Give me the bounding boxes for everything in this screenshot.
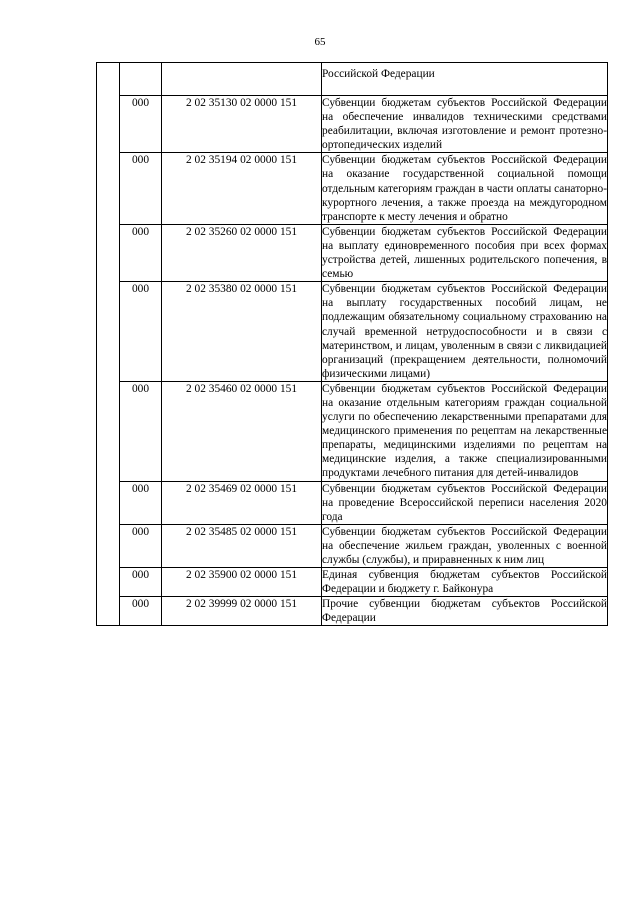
revenue-name-cell: Субвенции бюджетам субъектов Российской Федерации на проведение Всероссийской переписи населения 2020 года [322, 482, 607, 523]
revenue-code-cell: 2 02 35130 02 0000 151 [162, 96, 322, 153]
admin-code-cell: 000 [120, 96, 162, 153]
revenue-name-cell: Российской Федерации [322, 63, 608, 96]
table-row [97, 524, 608, 567]
table-row [97, 381, 608, 481]
table-row [97, 282, 608, 382]
revenue-code-cell [162, 63, 322, 96]
revenue-code-cell: 2 02 35900 02 0000 151 [162, 568, 322, 597]
table-row [97, 597, 608, 626]
table-row-continued [97, 63, 608, 96]
revenue-code-cell: 2 02 35460 02 0000 151 [162, 381, 322, 481]
page-number: 65 [314, 36, 326, 48]
revenue-name-cell: Субвенции бюджетам субъектов Российской Федерации на обеспечение жильем граждан, уволенных с военной службы (службы), и приравненных к ним лиц [322, 525, 607, 566]
table-row [97, 96, 608, 153]
revenue-code-cell: 2 02 35485 02 0000 151 [162, 524, 322, 567]
admin-code-cell: 000 [120, 282, 162, 382]
admin-code-cell [120, 63, 162, 96]
admin-code-cell: 000 [120, 524, 162, 567]
revenue-code-cell: 2 02 35194 02 0000 151 [162, 153, 322, 224]
table-row [97, 481, 608, 524]
revenue-name-cell: Субвенции бюджетам субъектов Российской Федерации на выплату государственных пособий лицам, не подлежащим обязательному социальному страхованию на случай временной нетрудоспособности и в связи с материнством, и лицам, уволенным в связи с ликвидацией организаций (прекращением деятельности, полномочий физическими лицами) [322, 283, 607, 380]
table-row [97, 568, 608, 597]
revenue-name-cell: Субвенции бюджетам субъектов Российской Федерации на выплату единовременного пособия при всех формах устройства детей, лишенных родительского попечения, в семью [322, 225, 607, 281]
revenue-name-cell: Субвенции бюджетам субъектов Российской Федерации на обеспечение инвалидов техническими средствами реабилитации, включая изготовление и ремонт протезно-ортопедических изделий [322, 97, 607, 152]
table-row [97, 153, 608, 224]
revenue-name-cell: Субвенции бюджетам субъектов Российской Федерации на оказание государственной социальной помощи отдельным категориям граждан в части оплаты санаторно-курортного лечения, а также проезда на междугородном транспорте к месту лечения и обратно [322, 154, 607, 223]
revenue-code-cell: 2 02 35380 02 0000 151 [162, 282, 322, 382]
revenue-name-cell: Субвенции бюджетам субъектов Российской Федерации на оказание отдельным категориям граждан социальной услуги по обеспечению лекарственными препаратами для медицинского применения по рецептам на лекарственные препараты, медицинскими изделиями по рецептам на медицинские изделия, а также специализированными продуктами лечебного питания для детей-инвалидов [322, 382, 607, 480]
revenue-code-cell: 2 02 35469 02 0000 151 [162, 481, 322, 524]
admin-code-cell: 000 [120, 224, 162, 281]
revenue-code-cell: 2 02 39999 02 0000 151 [162, 597, 322, 626]
blank-column-cell [97, 63, 120, 626]
budget-classification-table [96, 62, 608, 626]
revenue-code-cell: 2 02 35260 02 0000 151 [162, 224, 322, 281]
revenue-name-cell: Прочие субвенции бюджетам субъектов Российской Федерации [322, 598, 607, 625]
admin-code-cell: 000 [120, 381, 162, 481]
admin-code-cell: 000 [120, 481, 162, 524]
admin-code-cell: 000 [120, 568, 162, 597]
table-row [97, 224, 608, 281]
revenue-name-cell: Единая субвенция бюджетам субъектов Российской Федерации и бюджету г. Байконура [322, 569, 607, 596]
admin-code-cell: 000 [120, 597, 162, 626]
admin-code-cell: 000 [120, 153, 162, 224]
